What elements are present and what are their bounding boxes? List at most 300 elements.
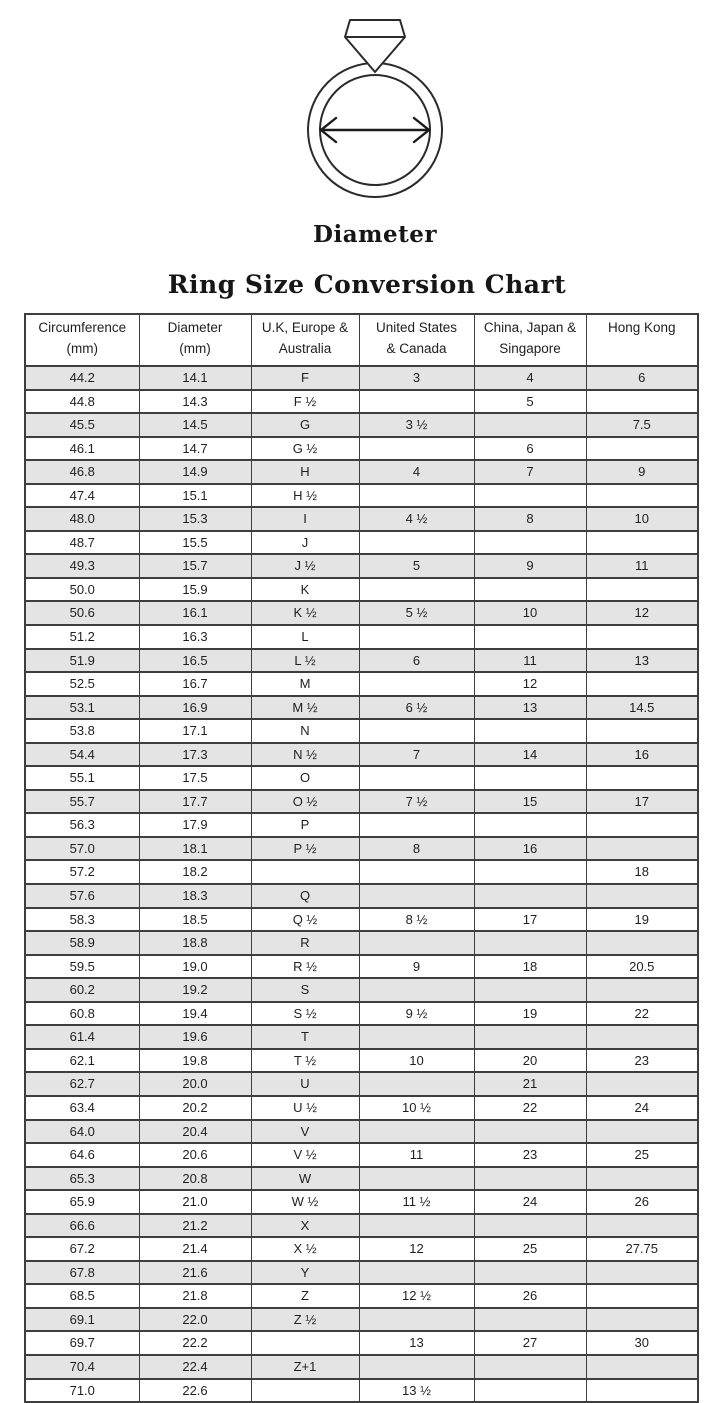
cell-uk: Q — [251, 884, 359, 908]
cell-hongkong — [586, 884, 698, 908]
cell-uk: S — [251, 978, 359, 1002]
cell-diameter: 19.2 — [139, 978, 251, 1002]
cell-diameter: 16.1 — [139, 601, 251, 625]
cell-circumference: 55.1 — [25, 766, 139, 790]
cell-diameter: 14.9 — [139, 460, 251, 484]
cell-china — [474, 860, 586, 884]
cell-diameter: 15.5 — [139, 531, 251, 555]
cell-diameter: 19.4 — [139, 1002, 251, 1026]
table-row — [25, 813, 698, 837]
cell-us — [359, 1355, 474, 1379]
cell-diameter: 22.0 — [139, 1308, 251, 1332]
cell-hongkong — [586, 1120, 698, 1144]
cell-us: 3 — [359, 366, 474, 390]
table-row — [25, 672, 698, 696]
cell-uk: N — [251, 719, 359, 743]
cell-circumference: 56.3 — [25, 813, 139, 837]
table-row — [25, 1072, 698, 1096]
cell-uk: M ½ — [251, 696, 359, 720]
cell-diameter: 17.7 — [139, 790, 251, 814]
cell-us — [359, 578, 474, 602]
cell-uk: X — [251, 1214, 359, 1238]
cell-uk: M — [251, 672, 359, 696]
cell-circumference: 58.9 — [25, 931, 139, 955]
cell-diameter: 18.5 — [139, 908, 251, 932]
cell-circumference: 48.0 — [25, 507, 139, 531]
diamond-ring-icon — [290, 5, 460, 205]
cell-circumference: 66.6 — [25, 1214, 139, 1238]
cell-us: 8 — [359, 837, 474, 861]
cell-diameter: 21.8 — [139, 1284, 251, 1308]
cell-diameter: 22.2 — [139, 1331, 251, 1355]
cell-diameter: 22.6 — [139, 1379, 251, 1403]
table-row — [25, 837, 698, 861]
cell-circumference: 51.2 — [25, 625, 139, 649]
cell-uk: P — [251, 813, 359, 837]
cell-diameter: 14.7 — [139, 437, 251, 461]
cell-hongkong — [586, 931, 698, 955]
cell-uk: G ½ — [251, 437, 359, 461]
cell-uk: H ½ — [251, 484, 359, 508]
table-row — [25, 908, 698, 932]
cell-hongkong: 11 — [586, 554, 698, 578]
cell-hongkong: 13 — [586, 649, 698, 673]
cell-china: 26 — [474, 1284, 586, 1308]
cell-circumference: 62.1 — [25, 1049, 139, 1073]
cell-uk: L — [251, 625, 359, 649]
cell-circumference: 49.3 — [25, 554, 139, 578]
cell-us: 12 ½ — [359, 1284, 474, 1308]
cell-uk: O — [251, 766, 359, 790]
table-row — [25, 625, 698, 649]
cell-us: 5 ½ — [359, 601, 474, 625]
cell-diameter: 16.5 — [139, 649, 251, 673]
cell-circumference: 57.6 — [25, 884, 139, 908]
cell-uk: J — [251, 531, 359, 555]
cell-hongkong: 30 — [586, 1331, 698, 1355]
table-row — [25, 460, 698, 484]
cell-china: 15 — [474, 790, 586, 814]
cell-us: 12 — [359, 1237, 474, 1261]
table-row — [25, 1120, 698, 1144]
cell-china: 14 — [474, 743, 586, 767]
cell-diameter: 21.2 — [139, 1214, 251, 1238]
cell-uk: T — [251, 1025, 359, 1049]
table-row — [25, 931, 698, 955]
cell-hongkong — [586, 1284, 698, 1308]
cell-hongkong: 20.5 — [586, 955, 698, 979]
cell-us: 7 — [359, 743, 474, 767]
cell-hongkong — [586, 625, 698, 649]
cell-hongkong — [586, 390, 698, 414]
cell-hongkong — [586, 1167, 698, 1191]
cell-circumference: 53.1 — [25, 696, 139, 720]
cell-china: 9 — [474, 554, 586, 578]
cell-us — [359, 1120, 474, 1144]
cell-circumference: 59.5 — [25, 955, 139, 979]
cell-uk: U — [251, 1072, 359, 1096]
cell-us: 8 ½ — [359, 908, 474, 932]
cell-us: 3 ½ — [359, 413, 474, 437]
cell-circumference: 69.1 — [25, 1308, 139, 1332]
diameter-label: Diameter — [313, 221, 437, 248]
cell-circumference: 50.6 — [25, 601, 139, 625]
cell-uk — [251, 860, 359, 884]
cell-us: 10 — [359, 1049, 474, 1073]
cell-uk: X ½ — [251, 1237, 359, 1261]
cell-hongkong — [586, 766, 698, 790]
cell-circumference: 69.7 — [25, 1331, 139, 1355]
cell-china: 7 — [474, 460, 586, 484]
cell-china: 5 — [474, 390, 586, 414]
cell-diameter: 18.1 — [139, 837, 251, 861]
cell-hongkong — [586, 672, 698, 696]
cell-us: 9 ½ — [359, 1002, 474, 1026]
cell-uk — [251, 1379, 359, 1403]
cell-uk: W ½ — [251, 1190, 359, 1214]
cell-hongkong — [586, 1261, 698, 1285]
table-row — [25, 554, 698, 578]
cell-diameter: 14.1 — [139, 366, 251, 390]
cell-hongkong: 26 — [586, 1190, 698, 1214]
cell-hongkong — [586, 531, 698, 555]
table-row — [25, 1284, 698, 1308]
cell-us — [359, 1025, 474, 1049]
cell-circumference: 64.0 — [25, 1120, 139, 1144]
cell-hongkong — [586, 813, 698, 837]
table-row — [25, 578, 698, 602]
cell-circumference: 53.8 — [25, 719, 139, 743]
cell-hongkong — [586, 1214, 698, 1238]
cell-uk: I — [251, 507, 359, 531]
table-row — [25, 1214, 698, 1238]
cell-hongkong — [586, 1355, 698, 1379]
cell-circumference: 55.7 — [25, 790, 139, 814]
cell-circumference: 61.4 — [25, 1025, 139, 1049]
cell-hongkong — [586, 719, 698, 743]
table-row — [25, 1379, 698, 1403]
cell-china: 18 — [474, 955, 586, 979]
cell-hongkong: 16 — [586, 743, 698, 767]
cell-hongkong: 23 — [586, 1049, 698, 1073]
cell-uk: Z — [251, 1284, 359, 1308]
cell-us — [359, 860, 474, 884]
cell-diameter: 20.2 — [139, 1096, 251, 1120]
cell-china — [474, 484, 586, 508]
cell-hongkong: 22 — [586, 1002, 698, 1026]
cell-china — [474, 931, 586, 955]
cell-diameter: 14.3 — [139, 390, 251, 414]
cell-hongkong: 27.75 — [586, 1237, 698, 1261]
cell-us — [359, 766, 474, 790]
cell-diameter: 20.0 — [139, 1072, 251, 1096]
table-row — [25, 366, 698, 390]
cell-diameter: 20.8 — [139, 1167, 251, 1191]
cell-us — [359, 1167, 474, 1191]
cell-uk: F — [251, 366, 359, 390]
cell-china: 8 — [474, 507, 586, 531]
cell-us: 6 ½ — [359, 696, 474, 720]
cell-hongkong: 17 — [586, 790, 698, 814]
cell-hongkong: 6 — [586, 366, 698, 390]
cell-uk: W — [251, 1167, 359, 1191]
cell-diameter: 19.6 — [139, 1025, 251, 1049]
cell-uk: S ½ — [251, 1002, 359, 1026]
cell-uk: K ½ — [251, 601, 359, 625]
cell-uk: L ½ — [251, 649, 359, 673]
cell-us: 10 ½ — [359, 1096, 474, 1120]
cell-circumference: 45.5 — [25, 413, 139, 437]
column-header-diameter: Diameter (mm) — [139, 314, 251, 366]
cell-china: 19 — [474, 1002, 586, 1026]
cell-us — [359, 978, 474, 1002]
cell-uk: T ½ — [251, 1049, 359, 1073]
cell-us — [359, 437, 474, 461]
table-row — [25, 1049, 698, 1073]
table-row — [25, 1331, 698, 1355]
cell-diameter: 14.5 — [139, 413, 251, 437]
table-row — [25, 649, 698, 673]
cell-china — [474, 578, 586, 602]
page-title: Ring Size Conversion Chart — [167, 270, 567, 299]
cell-us — [359, 884, 474, 908]
cell-hongkong — [586, 578, 698, 602]
cell-diameter: 17.5 — [139, 766, 251, 790]
table-row — [25, 978, 698, 1002]
cell-hongkong: 24 — [586, 1096, 698, 1120]
cell-uk: Z ½ — [251, 1308, 359, 1332]
cell-diameter: 19.0 — [139, 955, 251, 979]
cell-hongkong — [586, 1025, 698, 1049]
table-row — [25, 413, 698, 437]
cell-us — [359, 1072, 474, 1096]
cell-diameter: 17.1 — [139, 719, 251, 743]
cell-uk: V ½ — [251, 1143, 359, 1167]
cell-us: 9 — [359, 955, 474, 979]
cell-hongkong: 18 — [586, 860, 698, 884]
table-row — [25, 437, 698, 461]
cell-us: 4 ½ — [359, 507, 474, 531]
cell-circumference: 58.3 — [25, 908, 139, 932]
cell-china — [474, 1355, 586, 1379]
cell-hongkong — [586, 484, 698, 508]
cell-us — [359, 813, 474, 837]
cell-circumference: 71.0 — [25, 1379, 139, 1403]
cell-china: 23 — [474, 1143, 586, 1167]
cell-china — [474, 531, 586, 555]
cell-china — [474, 1214, 586, 1238]
cell-hongkong — [586, 1072, 698, 1096]
cell-diameter: 19.8 — [139, 1049, 251, 1073]
cell-us: 6 — [359, 649, 474, 673]
table-row — [25, 484, 698, 508]
cell-hongkong — [586, 437, 698, 461]
cell-diameter: 21.0 — [139, 1190, 251, 1214]
header-row — [25, 314, 698, 366]
cell-hongkong — [586, 978, 698, 1002]
diamond-icon — [345, 20, 405, 72]
ring-size-conversion-table — [24, 313, 699, 1403]
cell-us: 13 — [359, 1331, 474, 1355]
cell-us: 4 — [359, 460, 474, 484]
cell-diameter: 20.4 — [139, 1120, 251, 1144]
cell-hongkong — [586, 1308, 698, 1332]
column-header-us: United States & Canada — [359, 314, 474, 366]
table-row — [25, 1002, 698, 1026]
table-body — [25, 366, 698, 1402]
cell-us — [359, 719, 474, 743]
cell-china — [474, 625, 586, 649]
cell-uk: U ½ — [251, 1096, 359, 1120]
cell-circumference: 67.8 — [25, 1261, 139, 1285]
cell-circumference: 62.7 — [25, 1072, 139, 1096]
cell-us: 5 — [359, 554, 474, 578]
column-header-china: China, Japan & Singapore — [474, 314, 586, 366]
table-row — [25, 860, 698, 884]
cell-china — [474, 1167, 586, 1191]
cell-diameter: 15.7 — [139, 554, 251, 578]
cell-us — [359, 1308, 474, 1332]
cell-circumference: 70.4 — [25, 1355, 139, 1379]
cell-uk: Z+1 — [251, 1355, 359, 1379]
table-row — [25, 955, 698, 979]
table-row — [25, 531, 698, 555]
cell-hongkong: 14.5 — [586, 696, 698, 720]
cell-us — [359, 390, 474, 414]
cell-china: 25 — [474, 1237, 586, 1261]
cell-diameter: 18.3 — [139, 884, 251, 908]
cell-china: 6 — [474, 437, 586, 461]
cell-china — [474, 1025, 586, 1049]
cell-hongkong — [586, 837, 698, 861]
cell-diameter: 16.3 — [139, 625, 251, 649]
cell-circumference: 47.4 — [25, 484, 139, 508]
cell-china — [474, 884, 586, 908]
cell-us — [359, 531, 474, 555]
cell-diameter: 16.7 — [139, 672, 251, 696]
table-row — [25, 719, 698, 743]
cell-us: 11 — [359, 1143, 474, 1167]
column-header-uk: U.K, Europe & Australia — [251, 314, 359, 366]
cell-circumference: 50.0 — [25, 578, 139, 602]
cell-us — [359, 484, 474, 508]
cell-circumference: 46.1 — [25, 437, 139, 461]
cell-diameter: 17.9 — [139, 813, 251, 837]
cell-diameter: 21.4 — [139, 1237, 251, 1261]
cell-china: 11 — [474, 649, 586, 673]
table-row — [25, 766, 698, 790]
cell-china — [474, 719, 586, 743]
cell-uk: F ½ — [251, 390, 359, 414]
cell-diameter: 15.9 — [139, 578, 251, 602]
table-header — [25, 314, 698, 366]
cell-circumference: 51.9 — [25, 649, 139, 673]
cell-us — [359, 672, 474, 696]
table-row — [25, 1261, 698, 1285]
cell-china: 22 — [474, 1096, 586, 1120]
table-row — [25, 1355, 698, 1379]
cell-china: 27 — [474, 1331, 586, 1355]
cell-china — [474, 1261, 586, 1285]
table-row — [25, 1025, 698, 1049]
cell-us: 13 ½ — [359, 1379, 474, 1403]
cell-circumference: 44.8 — [25, 390, 139, 414]
cell-china: 21 — [474, 1072, 586, 1096]
table-row — [25, 1143, 698, 1167]
cell-china — [474, 813, 586, 837]
cell-circumference: 54.4 — [25, 743, 139, 767]
cell-hongkong: 19 — [586, 908, 698, 932]
cell-uk: Y — [251, 1261, 359, 1285]
cell-china: 13 — [474, 696, 586, 720]
table-row — [25, 696, 698, 720]
cell-diameter: 16.9 — [139, 696, 251, 720]
table-row — [25, 601, 698, 625]
cell-circumference: 52.5 — [25, 672, 139, 696]
cell-china — [474, 1379, 586, 1403]
table-row — [25, 790, 698, 814]
cell-china: 16 — [474, 837, 586, 861]
cell-circumference: 60.2 — [25, 978, 139, 1002]
cell-us — [359, 625, 474, 649]
cell-circumference: 67.2 — [25, 1237, 139, 1261]
cell-diameter: 18.2 — [139, 860, 251, 884]
table-row — [25, 1308, 698, 1332]
cell-hongkong: 10 — [586, 507, 698, 531]
table-row — [25, 1237, 698, 1261]
cell-china — [474, 766, 586, 790]
cell-china: 17 — [474, 908, 586, 932]
cell-uk: O ½ — [251, 790, 359, 814]
table-row — [25, 884, 698, 908]
cell-hongkong — [586, 1379, 698, 1403]
cell-circumference: 65.9 — [25, 1190, 139, 1214]
cell-circumference: 63.4 — [25, 1096, 139, 1120]
cell-us — [359, 931, 474, 955]
cell-diameter: 17.3 — [139, 743, 251, 767]
cell-us — [359, 1214, 474, 1238]
cell-uk: J ½ — [251, 554, 359, 578]
cell-china — [474, 978, 586, 1002]
cell-uk: V — [251, 1120, 359, 1144]
cell-circumference: 46.8 — [25, 460, 139, 484]
cell-uk: R ½ — [251, 955, 359, 979]
cell-hongkong: 25 — [586, 1143, 698, 1167]
diameter-arrow-icon — [321, 118, 429, 142]
cell-circumference: 64.6 — [25, 1143, 139, 1167]
cell-uk: K — [251, 578, 359, 602]
cell-uk — [251, 1331, 359, 1355]
cell-china: 12 — [474, 672, 586, 696]
cell-diameter: 22.4 — [139, 1355, 251, 1379]
cell-circumference: 65.3 — [25, 1167, 139, 1191]
cell-china: 20 — [474, 1049, 586, 1073]
cell-diameter: 21.6 — [139, 1261, 251, 1285]
cell-circumference: 48.7 — [25, 531, 139, 555]
cell-hongkong: 9 — [586, 460, 698, 484]
cell-circumference: 44.2 — [25, 366, 139, 390]
cell-uk: Q ½ — [251, 908, 359, 932]
cell-uk: G — [251, 413, 359, 437]
cell-hongkong: 7.5 — [586, 413, 698, 437]
cell-diameter: 18.8 — [139, 931, 251, 955]
cell-circumference: 60.8 — [25, 1002, 139, 1026]
cell-us: 7 ½ — [359, 790, 474, 814]
cell-circumference: 57.2 — [25, 860, 139, 884]
cell-diameter: 20.6 — [139, 1143, 251, 1167]
cell-uk: H — [251, 460, 359, 484]
table-row — [25, 743, 698, 767]
